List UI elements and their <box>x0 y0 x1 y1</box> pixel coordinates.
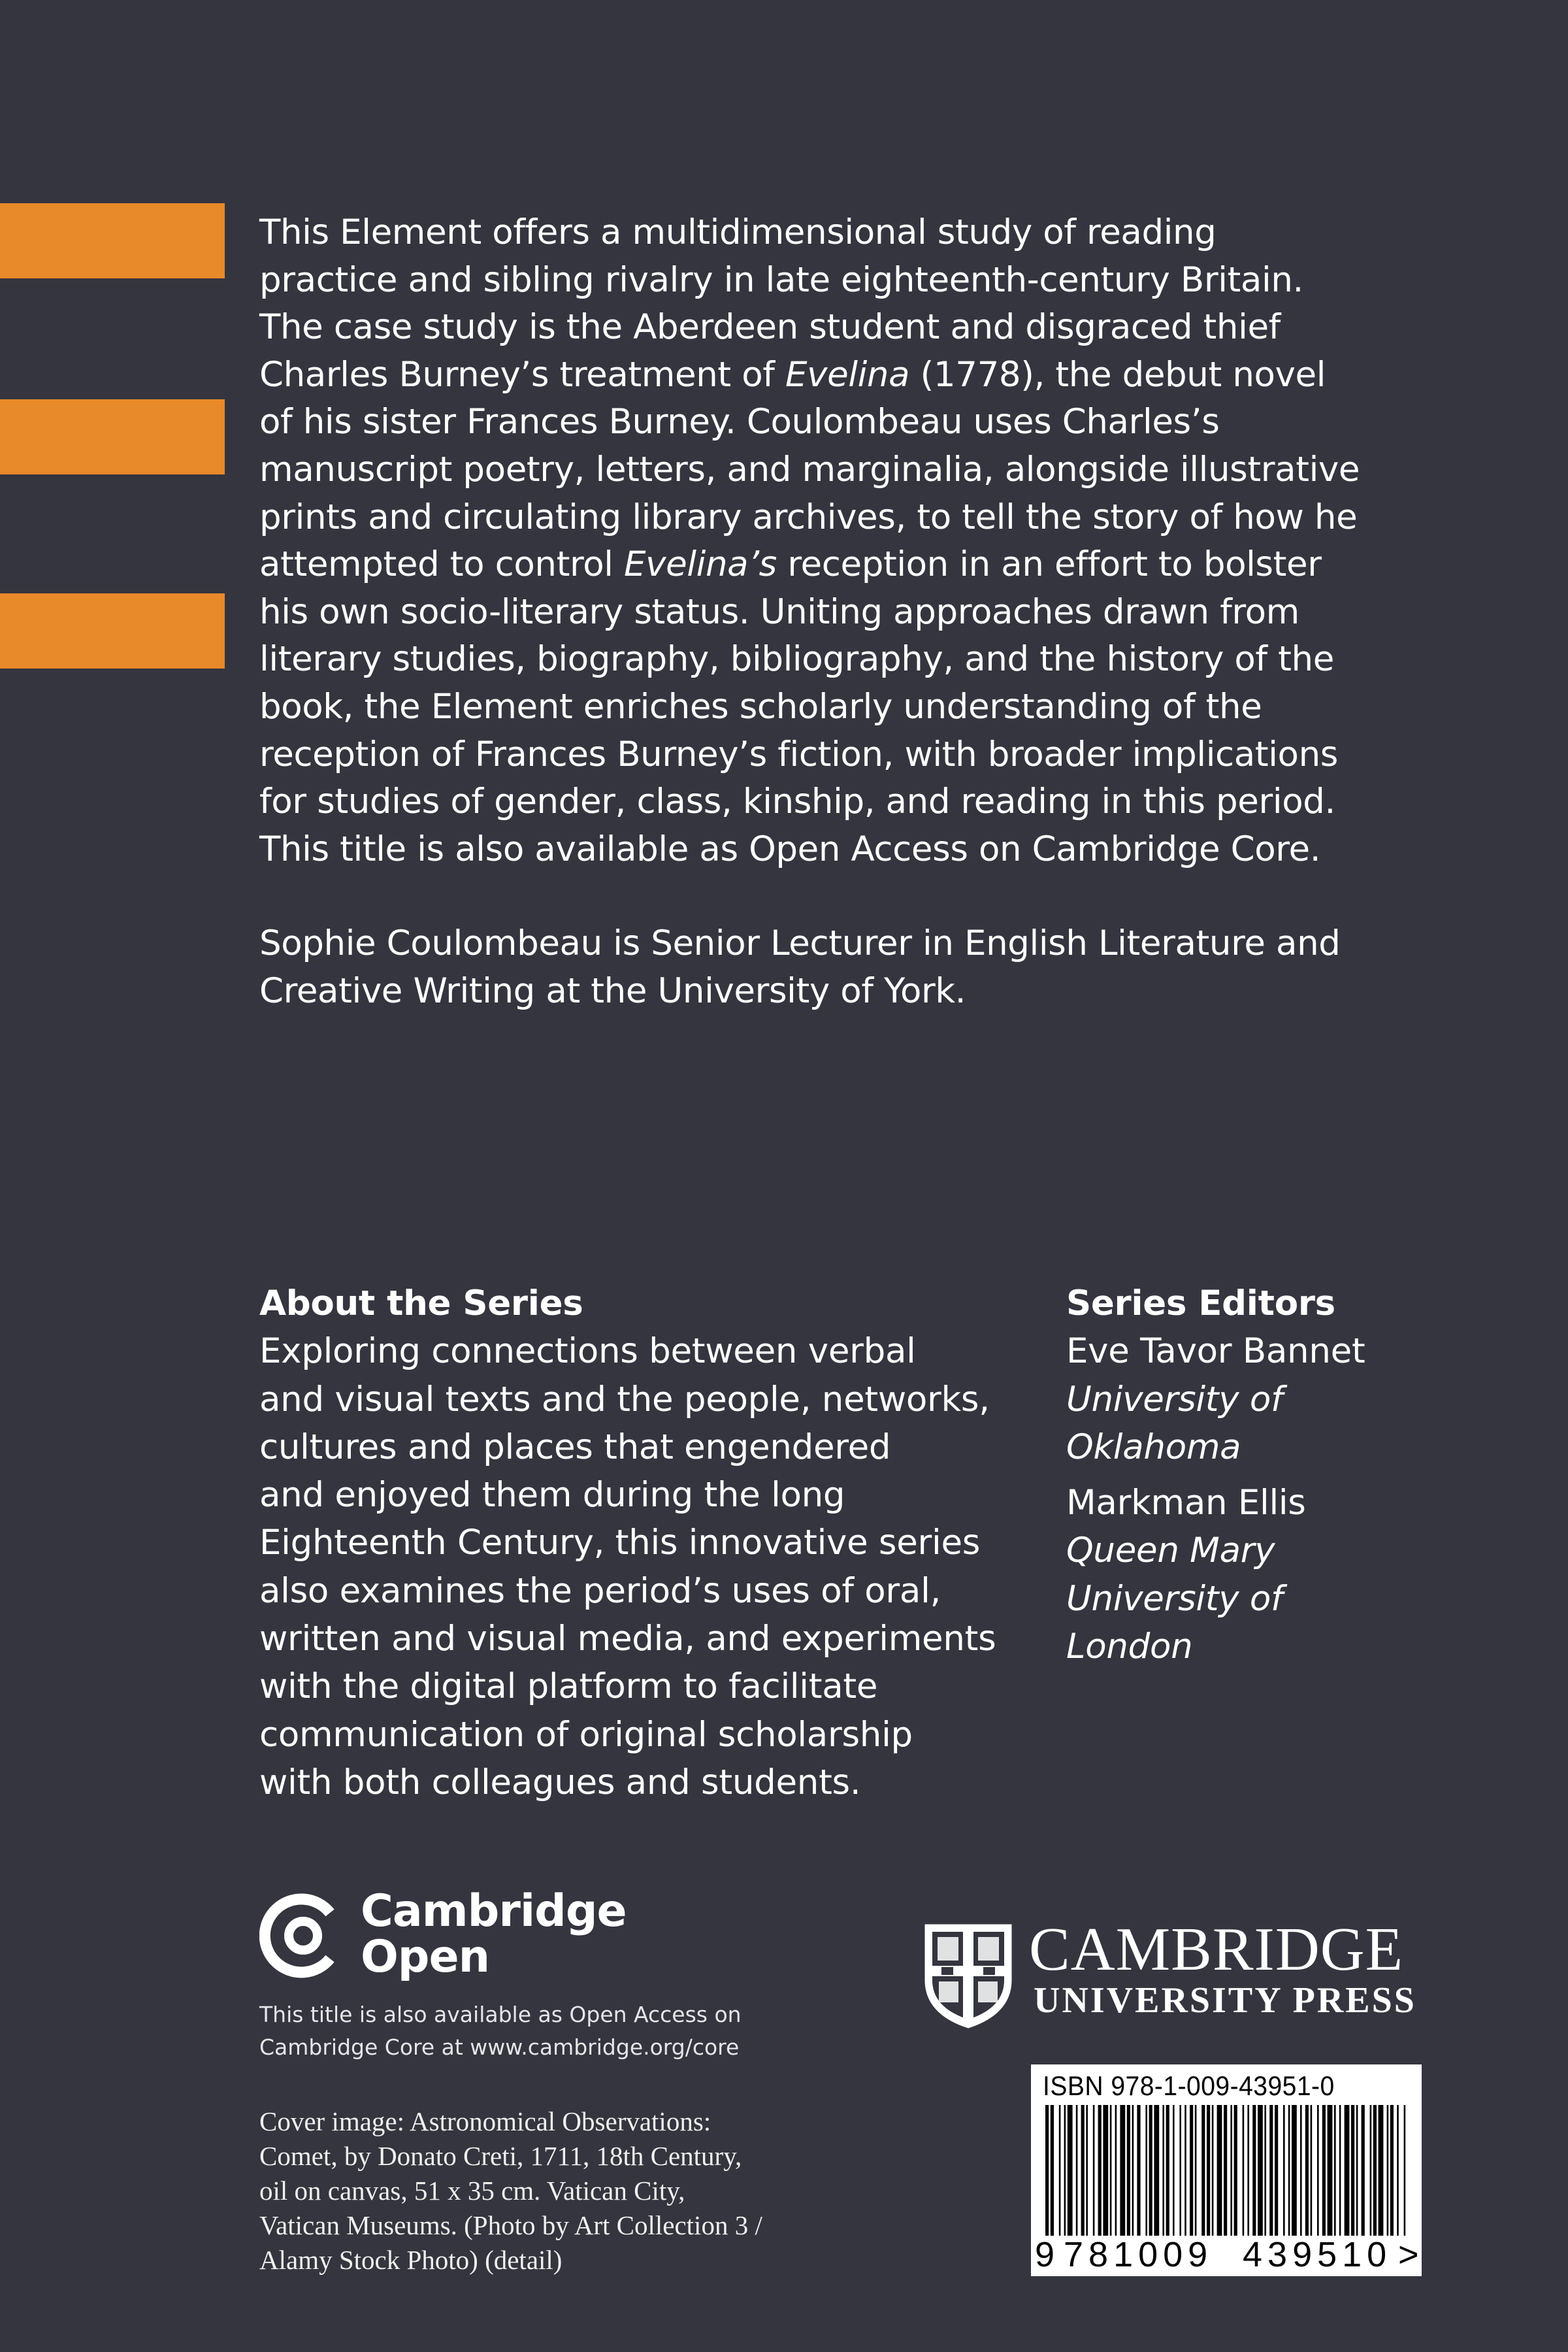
barcode-bar <box>1373 2105 1377 2236</box>
barcode-left-group: 781009 <box>1064 2235 1213 2274</box>
about-series-line: cultures and places that engendered <box>259 1427 891 1467</box>
barcode-bar <box>1300 2105 1302 2236</box>
barcode-bar <box>1292 2105 1297 2236</box>
barcode-bar <box>1217 2105 1222 2236</box>
barcode-bar <box>1115 2105 1117 2236</box>
barcode-right-group: 439510 <box>1243 2235 1392 2274</box>
barcode-bar <box>1362 2105 1365 2236</box>
barcode-bar <box>1230 2105 1232 2236</box>
cambridge-shield-icon <box>923 1923 1013 2030</box>
barcode-bar <box>1093 2105 1095 2236</box>
barcode-bar <box>1207 2105 1210 2236</box>
barcode-bar <box>1288 2105 1290 2236</box>
barcode-bar <box>1345 2105 1350 2236</box>
barcode-bar <box>1275 2105 1278 2236</box>
barcode-bar <box>1328 2105 1333 2236</box>
blurb-line-part: Charles Burney’s treatment of <box>259 354 775 395</box>
credit-line: Vatican Museums. (Photo by Art Collection 3 / <box>259 2210 762 2240</box>
blurb-line: of his sister Frances Burney. Coulombeau uses Charles’s <box>259 402 1220 442</box>
barcode-bar <box>1098 2105 1102 2236</box>
barcode-bar <box>1166 2105 1169 2236</box>
blurb-line: This title is also available as Open Access on Cambridge Core. <box>259 829 1321 869</box>
barcode-bar <box>1334 2105 1336 2236</box>
barcode-bar <box>1311 2105 1313 2236</box>
barcode-bar <box>1195 2105 1197 2236</box>
barcode-bar <box>1076 2105 1078 2236</box>
barcode-bar <box>1252 2105 1256 2236</box>
about-series-line: with both colleagues and students. <box>259 1762 861 1802</box>
blurb-line: for studies of gender, class, kinship, and reading in this period. <box>259 782 1335 822</box>
book-blurb <box>259 209 1435 1016</box>
barcode-bar <box>1190 2105 1193 2236</box>
editor-name: Markman Ellis <box>1066 1483 1306 1523</box>
barcode-bar <box>1390 2105 1394 2236</box>
about-the-series <box>259 1280 1024 1806</box>
author-bio-line: Sophie Coulombeau is Senior Lecturer in English Literature and <box>259 923 1341 964</box>
barcode-bar <box>1264 2105 1266 2236</box>
open-access-note-line: This title is also available as Open Access on <box>259 2002 742 2027</box>
about-series-line: with the digital platform to facilitate <box>259 1666 878 1707</box>
blurb-line: practice and sibling rivalry in late eighteenth-century Britain. <box>259 259 1303 300</box>
barcode-bar <box>1149 2105 1152 2236</box>
credit-line: Cover image: Astronomical Observations: <box>259 2106 711 2136</box>
credit-line: Comet, by Donato Creti, 1711, 18th Century, <box>259 2141 742 2171</box>
barcode-bar <box>1045 2105 1049 2236</box>
isbn-barcode <box>1031 2064 1422 2276</box>
blurb-paragraph <box>259 209 1435 873</box>
cover-image-credit <box>259 2104 762 2277</box>
wordmark-line: Open <box>361 1931 490 1983</box>
isbn-label: ISBN 978-1-009-43951-0 <box>1043 2070 1335 2101</box>
barcode-bar <box>1201 2105 1205 2236</box>
blurb-line-part: (1778), the debut novel <box>920 354 1326 395</box>
wordmark-line: Cambridge <box>361 1885 627 1937</box>
barcode-bar <box>1184 2105 1186 2236</box>
editor-institution: London <box>1066 1627 1193 1667</box>
blurb-line: book, the Element enriches scholarly understanding of the <box>259 686 1262 727</box>
about-series-heading: About the Series <box>259 1284 583 1323</box>
barcode-bar <box>1145 2105 1147 2236</box>
barcode-bar <box>1137 2105 1140 2236</box>
barcode-digits <box>1035 2236 1420 2274</box>
barcode-bar <box>1086 2105 1088 2236</box>
barcode-bar <box>1243 2105 1245 2236</box>
editor-spacer <box>1066 1471 1471 1479</box>
cambridge-open-wordmark <box>361 1885 627 1983</box>
blurb-line: prints and circulating library archives, to tell the story of how he <box>259 497 1358 537</box>
open-access-note <box>259 1998 742 2064</box>
barcode-bars-icon <box>1041 2105 1411 2236</box>
barcode-bar <box>1247 2105 1249 2236</box>
evelinas-title: Evelina’s <box>624 544 777 585</box>
about-series-line: Eighteenth Century, this innovative series <box>259 1523 981 1563</box>
blurb-line <box>259 352 1435 399</box>
cambridge-open-logo-icon <box>259 1893 344 1978</box>
barcode-bar <box>1110 2105 1112 2236</box>
barcode-bar <box>1127 2105 1130 2236</box>
evelina-title: Evelina <box>785 354 910 395</box>
barcode-bar <box>1404 2105 1406 2236</box>
about-series-line: and visual texts and the people, networks, <box>259 1379 990 1419</box>
about-series-line: communication of original scholarship <box>259 1714 913 1755</box>
barcode-first-digit: 9 <box>1035 2235 1055 2274</box>
barcode-bar <box>1379 2105 1384 2236</box>
barcode-bar <box>1397 2105 1399 2236</box>
barcode-bar <box>1322 2105 1326 2236</box>
accent-stripe-2 <box>0 399 225 474</box>
about-series-line: Exploring connections between verbal <box>259 1331 916 1372</box>
barcode-bar <box>1317 2105 1319 2236</box>
blurb-line: This Element offers a multidimensional study of reading <box>259 212 1217 252</box>
publisher-name: CAMBRIDGE <box>1029 1915 1404 1983</box>
editor-institution: Oklahoma <box>1066 1427 1241 1467</box>
about-series-line: also examines the period’s uses of oral, <box>259 1570 941 1611</box>
blurb-line: his own socio-literary status. Uniting approaches drawn from <box>259 591 1299 632</box>
editor-institution: Queen Mary <box>1066 1531 1275 1571</box>
barcode-bar <box>1370 2105 1372 2236</box>
publisher-subtitle: UNIVERSITY PRESS <box>1034 1980 1416 2021</box>
barcode-bar <box>1339 2105 1341 2236</box>
barcode-bar <box>1059 2105 1061 2236</box>
open-access-note-line: Cambridge Core at www.cambridge.org/core <box>259 2034 740 2060</box>
barcode-bar <box>1103 2105 1108 2236</box>
barcode-bar <box>1387 2105 1389 2236</box>
barcode-bar <box>1212 2105 1214 2236</box>
author-bio <box>259 920 1435 1015</box>
barcode-bar <box>1351 2105 1354 2236</box>
barcode-bar <box>1258 2105 1263 2236</box>
blurb-line: manuscript poetry, letters, and marginalia, alongside illustrative <box>259 449 1360 489</box>
series-editors <box>1066 1280 1471 1670</box>
barcode-bar <box>1068 2105 1073 2236</box>
about-series-line: written and visual media, and experiments <box>259 1619 996 1659</box>
about-series-line: and enjoyed them during the long <box>259 1475 845 1516</box>
barcode-bar <box>1064 2105 1066 2236</box>
accent-stripe-1 <box>0 203 225 278</box>
credit-line: oil on canvas, 51 x 35 cm. Vatican City, <box>259 2176 685 2206</box>
blurb-line-part: attempted to control <box>259 544 613 585</box>
barcode-bar <box>1269 2105 1273 2236</box>
series-editors-heading: Series Editors <box>1066 1284 1335 1323</box>
editor-institution: University of <box>1066 1379 1283 1419</box>
barcode-bar <box>1179 2105 1181 2236</box>
barcode-bar <box>1154 2105 1159 2236</box>
barcode-bar <box>1051 2105 1054 2236</box>
barcode-bar <box>1283 2105 1285 2236</box>
blurb-line <box>259 541 1435 589</box>
barcode-bar <box>1162 2105 1164 2236</box>
blurb-line: reception of Frances Burney’s fiction, with broader implications <box>259 734 1338 774</box>
barcode-bar <box>1081 2105 1085 2236</box>
barcode-bar <box>1234 2105 1237 2236</box>
barcode-bar <box>1224 2105 1227 2236</box>
blurb-line-part: reception in an effort to bolster <box>787 544 1322 585</box>
blurb-line: The case study is the Aberdeen student and disgraced thief <box>259 307 1281 348</box>
editor-institution: University of <box>1066 1578 1283 1619</box>
accent-stripe-3 <box>0 593 225 669</box>
author-bio-line: Creative Writing at the University of York. <box>259 970 966 1011</box>
barcode-arrow: > <box>1398 2235 1419 2274</box>
editor-name: Eve Tavor Bannet <box>1066 1331 1365 1372</box>
barcode-bar <box>1356 2105 1358 2236</box>
blurb-line: literary studies, biography, bibliography, and the history of the <box>259 639 1334 680</box>
credit-line: Alamy Stock Photo) (detail) <box>259 2245 563 2275</box>
barcode-bar <box>1120 2105 1125 2236</box>
barcode-bar <box>1173 2105 1175 2236</box>
barcode-bar <box>1305 2105 1309 2236</box>
barcode-bar <box>1132 2105 1134 2236</box>
